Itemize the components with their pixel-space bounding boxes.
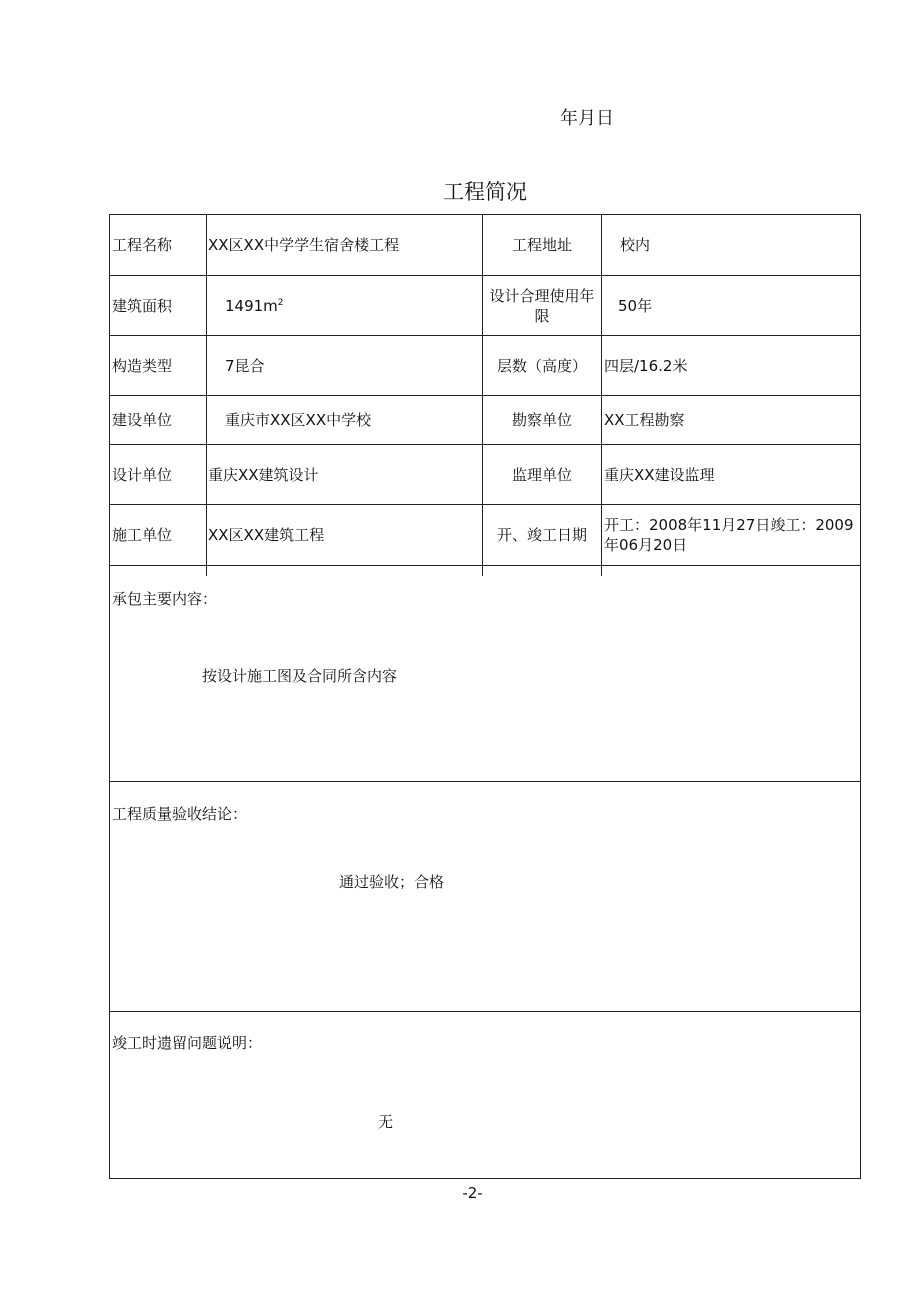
- construction-unit-label: 施工单位: [112, 526, 173, 544]
- design-life-value: 50年: [618, 297, 653, 315]
- row-divider: [110, 565, 860, 566]
- row-divider: [110, 781, 860, 782]
- structure-type-label: 构造类型: [112, 357, 173, 375]
- quality-conclusion-value: 通过验收；合格: [339, 873, 445, 891]
- supervision-unit-label: 监理单位: [511, 466, 572, 484]
- owner-unit-value: 重庆市XX区XX中学校: [225, 411, 372, 429]
- project-name-value: XX区XX中学学生宿舍楼工程: [208, 236, 400, 254]
- project-address-value: 校内: [620, 236, 651, 254]
- remaining-issues-value: 无: [378, 1113, 394, 1131]
- row-divider: [110, 395, 860, 396]
- construction-unit-value: XX区XX建筑工程: [208, 526, 325, 544]
- page-title: 工程简况: [443, 180, 527, 204]
- design-unit-value: 重庆XX建筑设计: [208, 466, 319, 484]
- row-divider: [110, 1011, 860, 1012]
- design-life-label: 设计合理使用年限: [489, 287, 595, 325]
- project-name-label: 工程名称: [112, 236, 173, 254]
- structure-type-value: 7昆合: [225, 357, 265, 375]
- floors-label: 层数（高度）: [496, 357, 587, 375]
- date-line: 年月日: [560, 108, 614, 129]
- floors-value: 四层/16.2米: [604, 357, 688, 375]
- column-divider: [482, 215, 483, 576]
- page-number: -2-: [462, 1184, 483, 1202]
- start-end-date-label: 开、竣工日期: [496, 526, 587, 544]
- remaining-issues-label: 竣工时遗留问题说明：: [112, 1034, 263, 1052]
- supervision-unit-value: 重庆XX建设监理: [604, 466, 715, 484]
- quality-conclusion-label: 工程质量验收结论：: [112, 805, 248, 823]
- row-divider: [110, 335, 860, 336]
- contract-content-value: 按设计施工图及合同所含内容: [202, 667, 398, 685]
- contract-content-label: 承包主要内容：: [112, 590, 218, 608]
- building-area-label: 建筑面积: [112, 297, 173, 315]
- column-divider: [601, 215, 602, 576]
- row-divider: [110, 275, 860, 276]
- survey-unit-value: XX工程勘察: [604, 411, 685, 429]
- building-area-value: $1491m^2$: [225, 297, 284, 315]
- project-address-label: 工程地址: [511, 236, 572, 254]
- start-end-date-value: 开工：2008年11月27日竣工：2009年06月20日: [604, 516, 854, 554]
- survey-unit-label: 勘察单位: [511, 411, 572, 429]
- row-divider: [110, 504, 860, 505]
- owner-unit-label: 建设单位: [112, 411, 173, 429]
- design-unit-label: 设计单位: [112, 466, 173, 484]
- column-divider: [206, 215, 207, 576]
- project-overview-table: [109, 214, 861, 1179]
- row-divider: [110, 444, 860, 445]
